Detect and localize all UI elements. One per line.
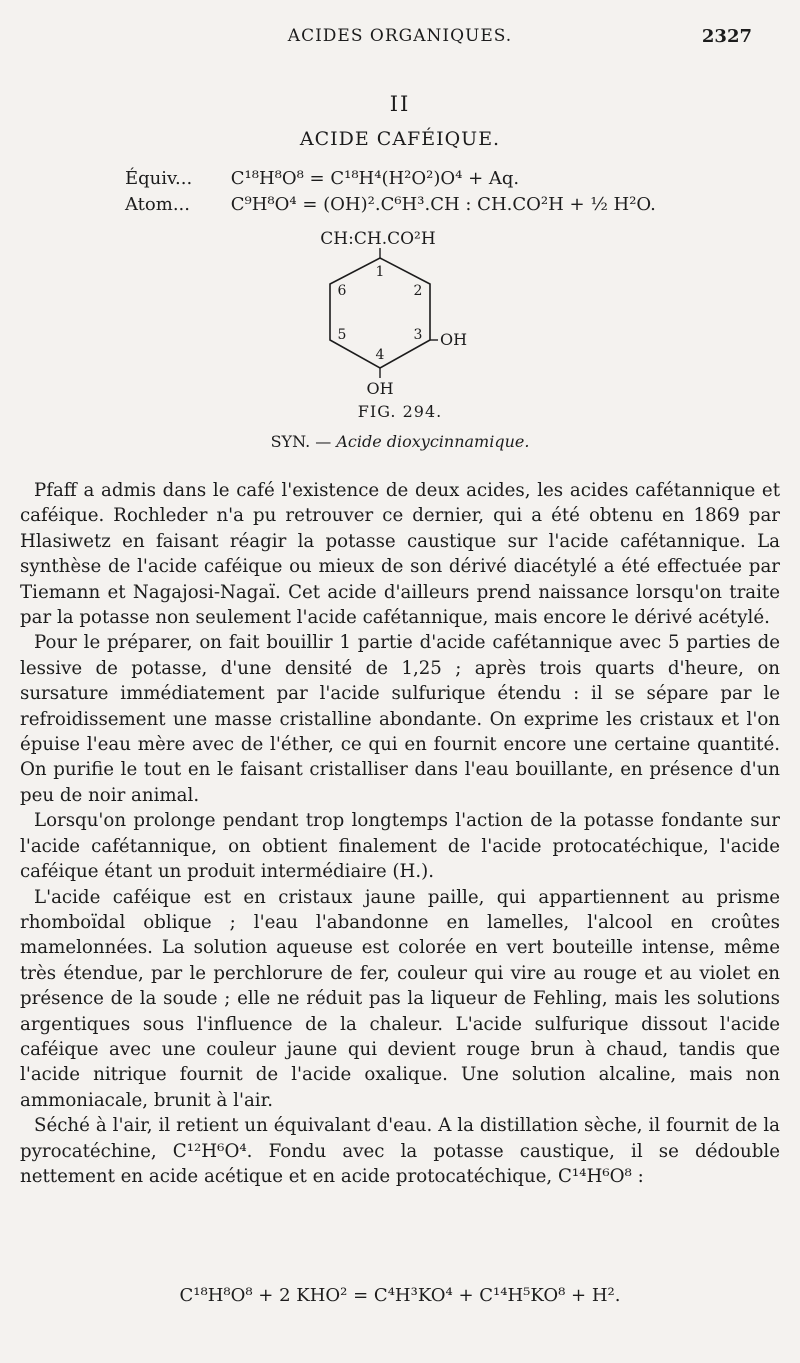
page-number: 2327: [701, 26, 752, 47]
fig-pos-2: 2: [413, 283, 423, 299]
figure-caption: FIG. 294.: [357, 402, 443, 421]
synonym-prefix: SYN. —: [270, 432, 332, 451]
page-header: [0, 26, 800, 54]
equiv-formula-line: [125, 168, 519, 189]
running-title: ACIDES ORGANIQUES.: [287, 26, 513, 46]
fig-top-group: CH:CH.CO²H: [320, 229, 436, 249]
paragraph: Pour le préparer, on fait bouillir 1 partie d'acide cafétannique avec 5 parties de lessive de potasse, d'une densité de 1,25 ; après trois quarts d'heure, on sursature immédiatement par l'acide sulfurique étendu : il se sépare par le refroidissement une masse cristalline abondante. On exprime les cristaux et l'on épuise l'eau mère avec de l'éther, ce qui en fournit encore une certaine quantité. On purifie le tout en le faisant cristalliser dans l'eau bouillante, en présence d'un peu de noir animal.: [20, 632, 780, 806]
fig-pos-1: 1: [375, 264, 385, 280]
atom-label: Atom...: [125, 194, 190, 215]
atom-formula-line: [125, 194, 656, 215]
paragraph: Pfaff a admis dans le café l'existence de deux acides, les acides cafétannique et caféique. Rochleder n'a pu retrouver ce dernier, qui a été obtenu en 1869 par Hlasiwetz en faisant réagir la potasse caustique sur l'acide cafétannique. La synthèse de l'acide caféique ou mieux de son dérivé diacétylé a été effectuée par Tiemann et Nagajosi-Nagaï. Cet acide d'ailleurs prend naissance lorsqu'on traite par la potasse non seulement l'acide cafétannique, mais encore le dérivé acétylé.: [20, 480, 780, 629]
final-equation: C¹⁸H⁸O⁸ + 2 KHO² = C⁴H³KO⁴ + C¹⁴H⁵KO⁸ + H².: [179, 1285, 621, 1306]
equiv-formula: C¹⁸H⁸O⁸ = C¹⁸H⁴(H²O²)O⁴ + Aq.: [230, 168, 520, 189]
body-text: [20, 478, 780, 1189]
synonym-name: Acide dioxycinnamique.: [336, 432, 530, 451]
equiv-label: Équiv...: [125, 168, 193, 189]
fig-pos-6: 6: [337, 283, 347, 299]
fig-pos-3: 3: [413, 327, 423, 343]
synonym-line: [0, 432, 800, 451]
paragraph: Séché à l'air, il retient un équivalant d'eau. A la distillation sèche, il fournit de la pyrocatéchine, C¹²H⁶O⁴. Fondu avec la potasse caustique, il se dédouble nettement en acide acétique et en acide protocatéchique, C¹⁴H⁶O⁸ :: [20, 1115, 780, 1187]
section-number: II: [389, 92, 411, 116]
benzene-ring-figure: [300, 222, 520, 422]
fig-pos-4: 4: [375, 347, 385, 363]
paragraph: L'acide caféique est en cristaux jaune paille, qui appartiennent au prisme rhomboïdal oblique ; l'eau l'abandonne en lamelles, l'alcool en croûtes mamelonnées. La solution aqueuse est colorée en vert bouteille intense, même très étendue, par le perchlorure de fer, couleur qui vire au rouge et au violet en présence de la soude ; elle ne réduit pas la liqueur de Fehling, mais les solutions argentiques sous l'influence de la chaleur. L'acide sulfurique dissout l'acide caféique avec une couleur jaune qui devient rouge brun à chaud, tandis que l'acide nitrique fournit de l'acide oxalique. Une solution alcaline, mais non ammoniacale, brunit à l'air.: [20, 886, 780, 1111]
paragraph: Lorsqu'on prolonge pendant trop longtemps l'action de la potasse fondante sur l'acide cafétannique, on obtient finalement de l'acide protocatéchique, l'acide caféique étant un produit intermédiaire (H.).: [20, 810, 780, 883]
section-title: ACIDE CAFÉIQUE.: [299, 128, 501, 150]
fig-pos-5: 5: [337, 327, 347, 343]
atom-formula: C⁹H⁸O⁴ = (OH)².C⁶H³.CH : CH.CO²H + ½ H²O.: [230, 194, 656, 215]
fig-oh-right: OH: [440, 330, 468, 349]
fig-oh-bottom: OH: [366, 379, 394, 398]
